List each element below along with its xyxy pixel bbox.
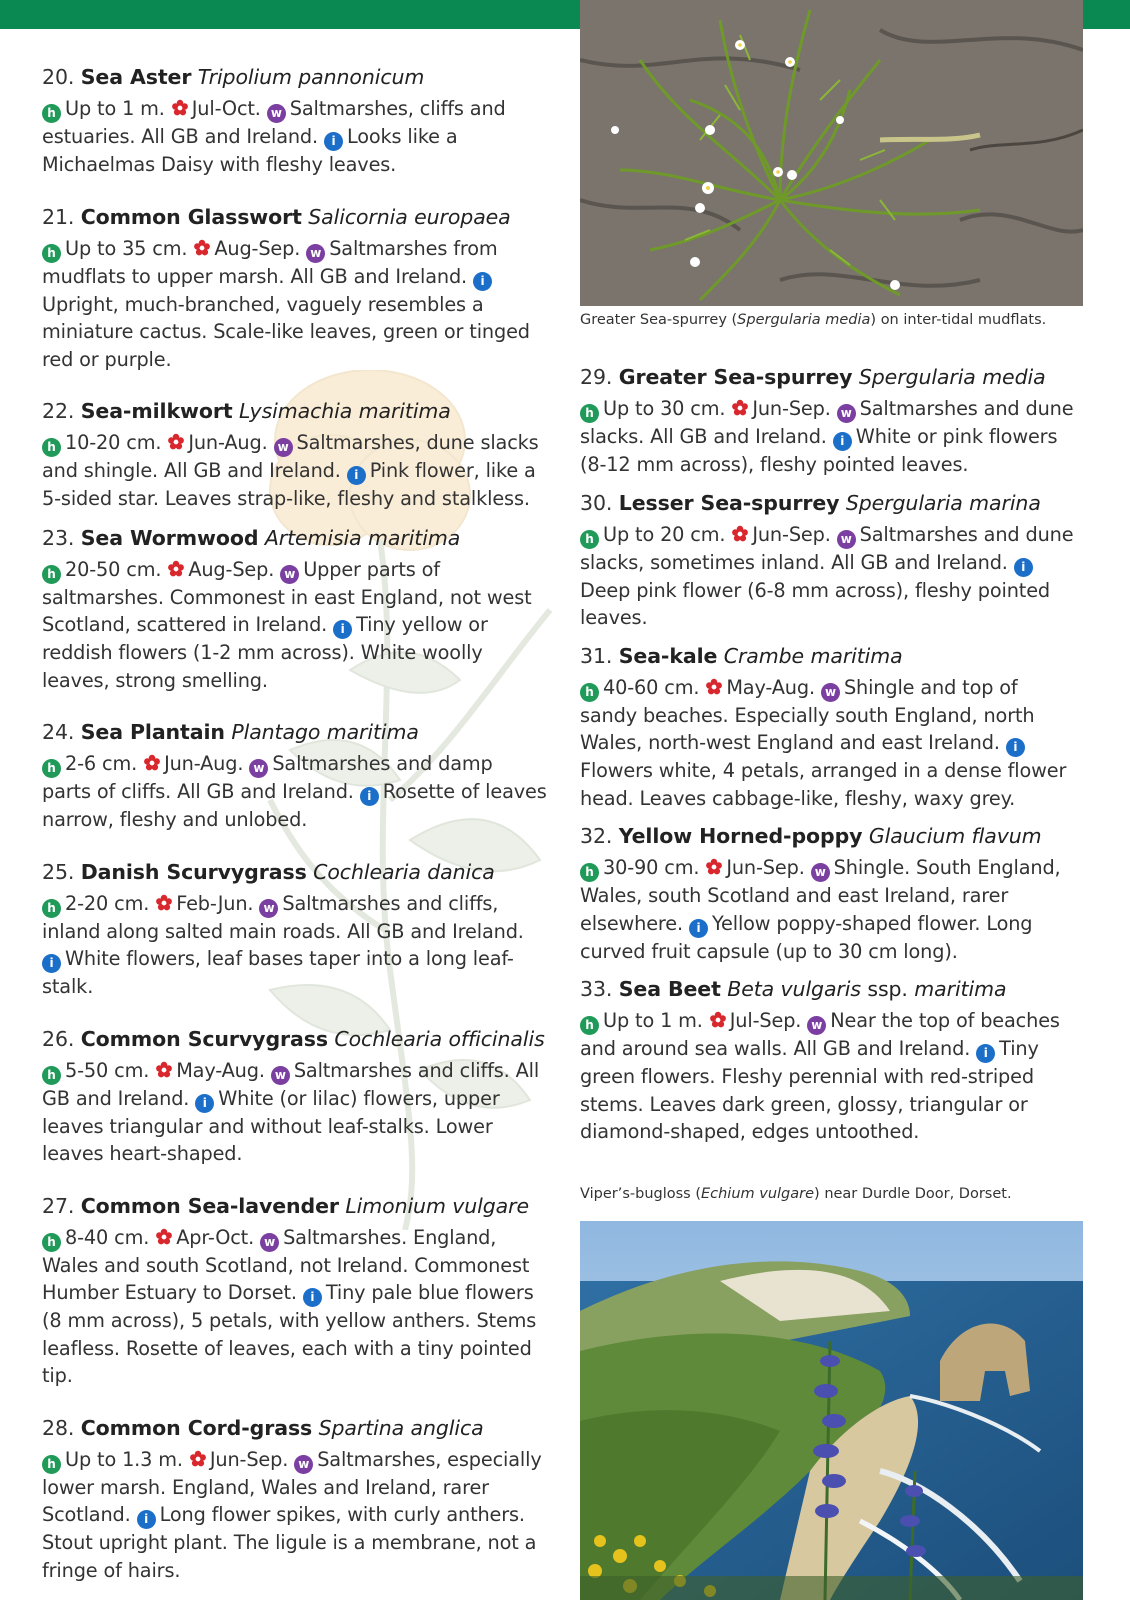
- habitat-text: Saltmarshes from mudflats to upper marsh. All GB and Ireland.: [42, 236, 498, 288]
- where-icon: w: [821, 683, 840, 702]
- entry-number: 20.: [42, 65, 75, 89]
- info-text: White flowers, leaf bases taper into a long leaf-stalk.: [42, 947, 514, 998]
- height-text: 10-20 cm.: [65, 431, 162, 454]
- entry-details: [580, 674, 1080, 813]
- where-icon: w: [249, 759, 268, 778]
- flowering-text: Jun-Aug.: [188, 431, 268, 454]
- common-name: Common Cord-grass: [80, 1415, 313, 1440]
- height-text: Up to 1.3 m.: [65, 1447, 183, 1471]
- entry-number: 33.: [580, 977, 613, 1001]
- flower-icon: [155, 1061, 173, 1079]
- info-icon: i: [42, 954, 61, 973]
- height-icon: h: [580, 683, 599, 702]
- durdle-door-photo: [580, 1221, 1083, 1600]
- caption-text: Greater Sea-spurrey (: [580, 312, 738, 328]
- latin-name: Artemisia maritima: [264, 525, 461, 550]
- height-text: 2-6 cm.: [65, 752, 138, 775]
- plant-entry-25: [42, 857, 547, 1001]
- entry-details: [580, 1007, 1080, 1146]
- latin-name: Limonium vulgare: [345, 1193, 529, 1218]
- where-icon: w: [294, 1455, 313, 1474]
- entry-number: 27.: [42, 1193, 75, 1218]
- height-icon: h: [42, 244, 61, 263]
- common-name: Lesser Sea-spurrey: [618, 490, 840, 515]
- habitat-text: Shingle. South England, Wales, south Scotland and east Ireland, rarer elsewhere.: [580, 856, 1061, 935]
- entry-details: [580, 395, 1080, 479]
- habitat-text: Saltmarshes and cliffs, inland along salted main roads. All GB and Ireland.: [42, 891, 524, 943]
- common-name: Sea Wormwood: [80, 525, 259, 550]
- left-column: [42, 62, 547, 1584]
- latin-name: Lysimachia maritima: [238, 399, 451, 423]
- info-icon: i: [1014, 558, 1033, 577]
- plant-entry-30: [580, 488, 1080, 632]
- habitat-text: Saltmarshes and cliffs. All GB and Ireland.: [42, 1058, 540, 1110]
- entry-details: [42, 750, 547, 834]
- caption-text: ) near Durdle Door, Dorset.: [814, 1186, 1012, 1202]
- flower-icon: [155, 894, 173, 912]
- caption-latin: Echium vulgare: [700, 1186, 815, 1202]
- height-text: 5-50 cm.: [65, 1058, 150, 1082]
- height-text: Up to 1 m.: [65, 97, 165, 120]
- common-name: Common Glasswort: [80, 204, 302, 229]
- info-text: Upright, much-branched, vaguely resembles a miniature cactus. Scale-like leaves, green or tinged red or purple.: [42, 292, 530, 371]
- where-icon: w: [807, 1016, 826, 1035]
- common-name: Common Sea-lavender: [80, 1193, 339, 1218]
- latin-name: Spartina anglica: [318, 1415, 484, 1440]
- info-icon: i: [976, 1044, 995, 1063]
- entry-heading: [580, 821, 1080, 851]
- entry-heading: [42, 523, 547, 553]
- flower-icon: [143, 754, 161, 772]
- entry-heading: [42, 396, 547, 426]
- entry-heading: [580, 974, 1080, 1004]
- caption-text: ) on inter-tidal mudflats.: [870, 312, 1047, 328]
- info-text: Long flower spikes, with curly anthers. Stout upright plant. The ligule is a membrane, not a fringe of hairs.: [42, 1503, 537, 1582]
- plant-entry-26: [42, 1024, 547, 1168]
- latin-name: Cochlearia officinalis: [334, 1026, 545, 1051]
- habitat-text: Saltmarshes and dune slacks. All GB and Ireland.: [580, 397, 1074, 448]
- common-name: Danish Scurvygrass: [80, 859, 307, 884]
- plant-entry-21: [42, 202, 547, 374]
- flower-icon: [731, 525, 749, 543]
- entry-heading: [580, 488, 1080, 518]
- flowering-text: Jun-Sep.: [752, 397, 831, 420]
- habitat-text: Saltmarshes, dune slacks and shingle. All GB and Ireland.: [42, 431, 539, 482]
- right-column: [580, 362, 1080, 1146]
- where-icon: w: [837, 404, 856, 423]
- flower-icon: [705, 858, 723, 876]
- info-icon: i: [303, 1288, 322, 1307]
- info-text: Tiny yellow or reddish flowers (1-2 mm across). White woolly leaves, strong smelling.: [42, 613, 488, 692]
- info-text: Pink flower, like a 5-sided star. Leaves strap-like, fleshy and stalkless.: [42, 459, 536, 510]
- info-text: White or pink flowers (8-12 mm across), fleshy pointed leaves.: [580, 425, 1058, 476]
- latin-name: Spergularia marina: [845, 490, 1041, 515]
- flower-icon: [189, 1450, 207, 1468]
- latin-name: Cochlearia danica: [313, 859, 495, 884]
- latin-rank: ssp.: [867, 977, 908, 1001]
- flower-icon: [171, 99, 189, 117]
- flowering-text: Jun-Sep.: [209, 1447, 289, 1471]
- entry-number: 31.: [580, 643, 613, 668]
- height-text: Up to 35 cm.: [65, 236, 188, 260]
- common-name: Sea Aster: [80, 65, 192, 89]
- flower-icon: [731, 399, 749, 417]
- flower-icon: [705, 678, 723, 696]
- habitat-text: Saltmarshes, especially lower marsh. England, Wales and Ireland, rarer Scotland.: [42, 1447, 542, 1526]
- entry-number: 22.: [42, 399, 75, 423]
- height-icon: h: [42, 1455, 61, 1474]
- entry-details: [42, 1224, 547, 1390]
- entry-number: 30.: [580, 490, 613, 515]
- habitat-text: Saltmarshes and damp parts of cliffs. All GB and Ireland.: [42, 752, 493, 803]
- where-icon: w: [811, 863, 830, 882]
- photo-caption-spurrey: [580, 312, 1046, 328]
- entry-heading: [42, 1413, 547, 1443]
- common-name: Sea Plantain: [80, 720, 225, 744]
- flower-icon: [167, 560, 185, 578]
- entry-heading: [42, 62, 547, 92]
- flowering-text: Jul-Oct.: [191, 97, 261, 120]
- latin-subspecies: maritima: [914, 977, 1007, 1001]
- info-icon: i: [347, 466, 366, 485]
- height-text: Up to 1 m.: [603, 1009, 703, 1032]
- where-icon: w: [260, 1233, 279, 1252]
- latin-name: Spergularia media: [858, 365, 1046, 389]
- habitat-text: Saltmarshes and dune slacks, sometimes inland. All GB and Ireland.: [580, 522, 1074, 574]
- plant-entry-20: [42, 62, 547, 179]
- flowering-text: Aug-Sep.: [188, 557, 275, 581]
- where-icon: w: [837, 530, 856, 549]
- info-icon: i: [473, 272, 492, 291]
- plant-entry-29: [580, 362, 1080, 479]
- flowering-text: Jun-Sep.: [726, 856, 805, 879]
- info-text: Tiny green flowers. Fleshy perennial with red-striped stems. Leaves dark green, glossy, triangular or diamond-shaped, edges untoothed.: [580, 1037, 1039, 1143]
- entry-number: 24.: [42, 720, 75, 744]
- entry-number: 32.: [580, 824, 613, 848]
- info-icon: i: [1006, 738, 1025, 757]
- info-text: Flowers white, 4 petals, arranged in a dense flower head. Leaves cabbage-like, fleshy, waxy grey.: [580, 759, 1067, 810]
- latin-name: Crambe maritima: [723, 643, 903, 668]
- entry-details: [42, 1057, 547, 1168]
- flowering-text: Jul-Sep.: [729, 1009, 802, 1032]
- entry-heading: [42, 1191, 547, 1221]
- entry-details: [42, 429, 547, 513]
- height-icon: h: [580, 530, 599, 549]
- info-text: Rosette of leaves narrow, fleshy and unlobed.: [42, 780, 547, 831]
- latin-name: Plantago maritima: [231, 720, 419, 744]
- height-icon: h: [580, 404, 599, 423]
- entry-number: 25.: [42, 859, 75, 884]
- flower-icon: [155, 1228, 173, 1246]
- entry-number: 26.: [42, 1026, 75, 1051]
- info-icon: i: [137, 1510, 156, 1529]
- info-icon: i: [195, 1094, 214, 1113]
- height-icon: h: [42, 899, 61, 918]
- height-text: Up to 20 cm.: [603, 522, 726, 546]
- info-text: Tiny pale blue flowers (8 mm across), 5 petals, with yellow anthers. Stems leafless. Rosette of leaves, each with a tiny pointed tip.: [42, 1281, 537, 1387]
- entry-heading: [580, 641, 1080, 671]
- where-icon: w: [274, 438, 293, 457]
- habitat-text: Saltmarshes, cliffs and estuaries. All GB and Ireland.: [42, 97, 506, 148]
- flowering-text: Jun-Sep.: [752, 522, 831, 546]
- height-text: 2-20 cm.: [65, 891, 150, 915]
- common-name: Sea-kale: [618, 643, 718, 668]
- info-text: Looks like a Michaelmas Daisy with fleshy leaves.: [42, 125, 458, 176]
- flowering-text: May-Aug.: [726, 675, 815, 699]
- entry-details: [42, 95, 547, 179]
- entry-details: [580, 854, 1080, 965]
- common-name: Common Scurvygrass: [80, 1026, 328, 1051]
- height-icon: h: [42, 565, 61, 584]
- entry-heading: [42, 202, 547, 232]
- plant-entry-31: [580, 641, 1080, 813]
- height-icon: h: [580, 863, 599, 882]
- caption-latin: Spergularia media: [737, 312, 871, 328]
- entry-heading: [42, 717, 547, 747]
- entry-details: [580, 521, 1080, 632]
- flower-icon: [193, 239, 211, 257]
- common-name: Greater Sea-spurrey: [618, 365, 853, 389]
- plant-entry-24: [42, 717, 547, 834]
- flowering-text: Apr-Oct.: [176, 1225, 255, 1249]
- flowering-text: Aug-Sep.: [214, 236, 301, 260]
- entry-heading: [580, 362, 1080, 392]
- latin-name: Tripolium pannonicum: [197, 65, 425, 89]
- flowering-text: Feb-Jun.: [176, 891, 254, 915]
- where-icon: w: [306, 244, 325, 263]
- entry-number: 21.: [42, 204, 75, 229]
- photo-caption-bugloss: [580, 1186, 1012, 1202]
- sea-spurrey-photo: [580, 0, 1083, 306]
- habitat-text: Upper parts of saltmarshes. Commonest in east England, not west Scotland, scattered in Ireland.: [42, 557, 532, 636]
- plant-entry-28: [42, 1413, 547, 1585]
- common-name: Yellow Horned-poppy: [618, 824, 863, 848]
- flowering-text: May-Aug.: [176, 1058, 265, 1082]
- info-icon: i: [360, 787, 379, 806]
- plant-entry-33: [580, 974, 1080, 1146]
- info-icon: i: [833, 432, 852, 451]
- height-text: 20-50 cm.: [65, 557, 162, 581]
- where-icon: w: [259, 899, 278, 918]
- caption-text: Viper’s-bugloss (: [580, 1186, 701, 1202]
- plant-entry-22: [42, 396, 547, 513]
- flower-icon: [167, 433, 185, 451]
- habitat-text: Near the top of beaches and around sea walls. All GB and Ireland.: [580, 1009, 1060, 1060]
- height-text: Up to 30 cm.: [603, 397, 726, 420]
- info-icon: i: [324, 132, 343, 151]
- plant-entry-23: [42, 523, 547, 695]
- common-name: Sea Beet: [618, 977, 721, 1001]
- info-icon: i: [689, 919, 708, 938]
- entry-number: 23.: [42, 525, 75, 550]
- info-text: Deep pink flower (6-8 mm across), fleshy pointed leaves.: [580, 578, 1050, 629]
- height-text: 8-40 cm.: [65, 1225, 150, 1249]
- info-text: White (or lilac) flowers, upper leaves triangular and without leaf-stalks. Lower leaves heart-shaped.: [42, 1086, 500, 1165]
- entry-details: [42, 235, 547, 374]
- info-text: Yellow poppy-shaped flower. Long curved fruit capsule (up to 30 cm long).: [580, 911, 1033, 963]
- latin-name: Beta vulgaris: [727, 977, 861, 1001]
- entry-number: 28.: [42, 1415, 75, 1440]
- habitat-text: Shingle and top of sandy beaches. Especially south England, north Wales, north-west England and east Ireland.: [580, 675, 1035, 754]
- common-name: Sea-milkwort: [80, 399, 233, 423]
- info-icon: i: [333, 620, 352, 639]
- latin-name: Salicornia europaea: [308, 204, 511, 229]
- entry-heading: [42, 857, 547, 887]
- plant-entry-27: [42, 1191, 547, 1390]
- entry-details: [42, 1446, 547, 1585]
- height-icon: h: [42, 1066, 61, 1085]
- height-icon: h: [580, 1016, 599, 1035]
- latin-name: Glaucium flavum: [868, 824, 1042, 848]
- entry-number: 29.: [580, 365, 613, 389]
- height-icon: h: [42, 759, 61, 778]
- where-icon: w: [271, 1066, 290, 1085]
- height-icon: h: [42, 438, 61, 457]
- entry-details: [42, 890, 547, 1001]
- height-text: 40-60 cm.: [603, 675, 700, 699]
- flower-icon: [709, 1011, 727, 1029]
- entry-details: [42, 556, 547, 695]
- flowering-text: Jun-Aug.: [164, 752, 244, 775]
- entry-heading: [42, 1024, 547, 1054]
- height-icon: h: [42, 1233, 61, 1252]
- plant-entry-32: [580, 821, 1080, 965]
- height-icon: h: [42, 104, 61, 123]
- habitat-text: Saltmarshes. England, Wales and south Scotland, not Ireland. Commonest Humber Estuary to Dorset.: [42, 1225, 530, 1304]
- where-icon: w: [280, 565, 299, 584]
- height-text: 30-90 cm.: [603, 856, 700, 879]
- where-icon: w: [267, 104, 286, 123]
